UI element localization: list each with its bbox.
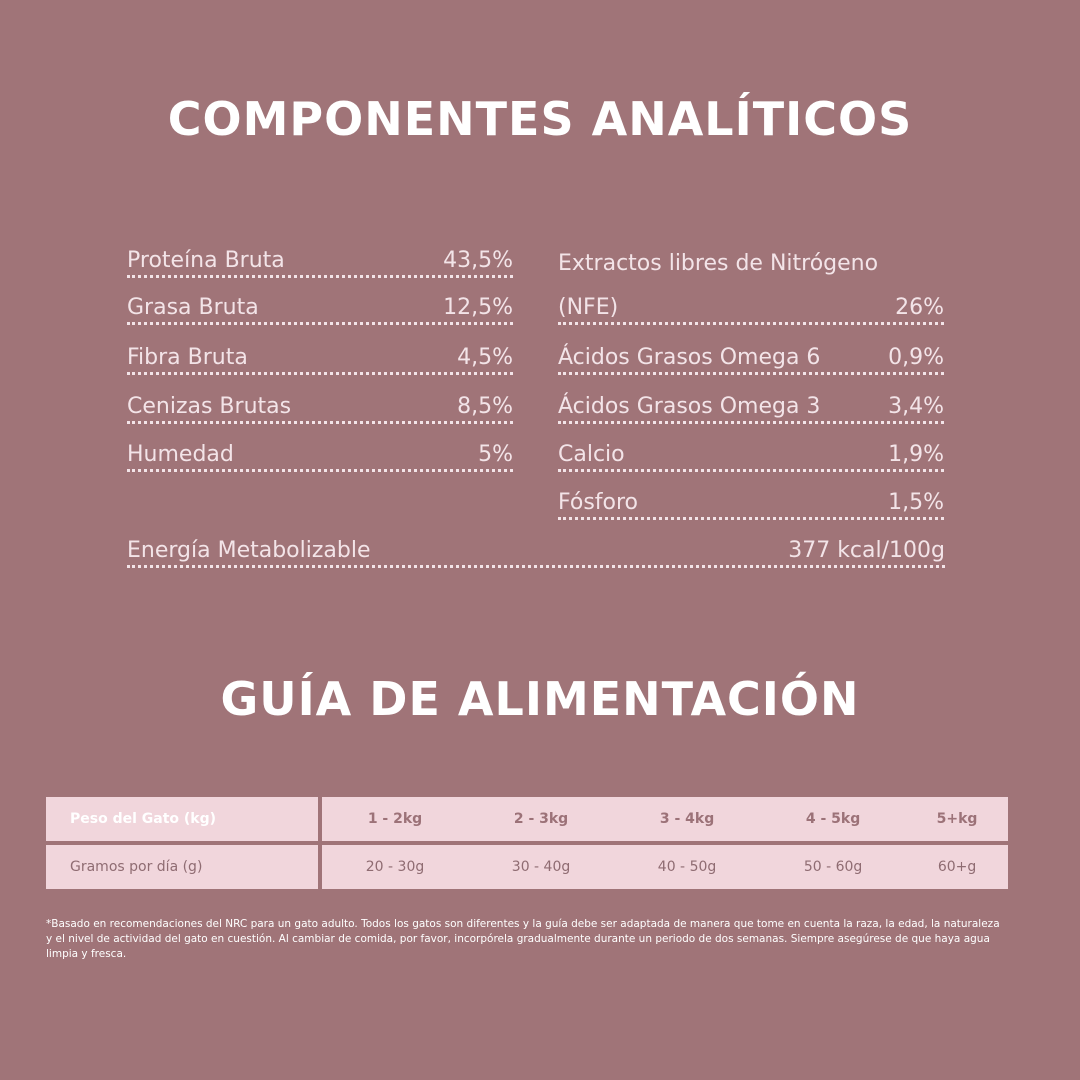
nutrient-label: (NFE) bbox=[558, 295, 619, 320]
nutrient-row bbox=[127, 345, 513, 375]
footnote: *Basado en recomendaciones del NRC para un gato adulto. Todos los gatos son diferentes y la guía debe ser adaptada de manera que tome en cuenta la raza, la edad, la naturaleza y el nivel de actividad del gato en cuestión. Al cambiar de comida, por favor, incorpórela gradualmente durante un periodo de dos semanas. Siempre asegúrese de que haya agua limpia y fresca. bbox=[46, 918, 1000, 960]
nutrient-label: Proteína Bruta bbox=[127, 248, 285, 273]
nutrient-value: 4,5% bbox=[457, 345, 513, 370]
nutrient-value: 0,9% bbox=[888, 345, 944, 370]
feeding-table bbox=[46, 793, 1008, 893]
nutrient-row bbox=[558, 394, 944, 424]
nutrient-row bbox=[127, 394, 513, 424]
nutrient-value: 8,5% bbox=[457, 394, 513, 419]
table-cell: 1 - 2kg bbox=[322, 797, 468, 841]
nutrient-row bbox=[558, 490, 944, 520]
nutrient-row bbox=[558, 442, 944, 472]
nutrient-label: Fósforo bbox=[558, 490, 639, 515]
nutrient-label: Cenizas Brutas bbox=[127, 394, 292, 419]
nutrient-label: Ácidos Grasos Omega 6 bbox=[558, 345, 821, 370]
analytic-components-title: COMPONENTES ANALÍTICOS bbox=[167, 92, 913, 146]
nutrient-value: 3,4% bbox=[888, 394, 944, 419]
table-cell: 50 - 60g bbox=[760, 845, 906, 889]
nutrient-label: Humedad bbox=[127, 442, 234, 467]
nutrient-value: 1,9% bbox=[888, 442, 944, 467]
nutrient-label: Calcio bbox=[558, 442, 625, 467]
nutrient-label: Fibra Bruta bbox=[127, 345, 248, 370]
energy-label: Energía Metabolizable bbox=[127, 538, 371, 563]
nutrient-value: 1,5% bbox=[888, 490, 944, 515]
nutrient-value: 43,5% bbox=[443, 248, 513, 273]
table-cell: 20 - 30g bbox=[322, 845, 468, 889]
energy-row bbox=[127, 538, 945, 568]
nutrient-label: Grasa Bruta bbox=[127, 295, 259, 320]
nutrient-row bbox=[127, 442, 513, 472]
table-cell: 3 - 4kg bbox=[614, 797, 760, 841]
nutrient-value: 26% bbox=[895, 295, 944, 320]
table-cell: 30 - 40g bbox=[468, 845, 614, 889]
table-cell: 2 - 3kg bbox=[468, 797, 614, 841]
nutrient-row bbox=[558, 295, 944, 325]
table-cell: 40 - 50g bbox=[614, 845, 760, 889]
nutrient-row bbox=[558, 345, 944, 375]
weight-header: Peso del Gato (kg) bbox=[46, 797, 322, 841]
table-row bbox=[46, 797, 1008, 841]
feeding-guide-title: GUÍA DE ALIMENTACIÓN bbox=[220, 672, 860, 726]
table-cell: 4 - 5kg bbox=[760, 797, 906, 841]
nutrient-label: Ácidos Grasos Omega 3 bbox=[558, 394, 821, 419]
grams-header: Gramos por día (g) bbox=[46, 845, 322, 889]
nutrient-value: 5% bbox=[478, 442, 513, 467]
nutrient-label: Extractos libres de Nitrógeno bbox=[558, 251, 879, 276]
nutrient-row bbox=[127, 248, 513, 278]
table-row bbox=[46, 845, 1008, 889]
energy-value: 377 kcal/100g bbox=[788, 538, 945, 563]
table-cell: 5+kg bbox=[906, 797, 1008, 841]
nutrient-value: 12,5% bbox=[443, 295, 513, 320]
table-cell: 60+g bbox=[906, 845, 1008, 889]
nutrient-row bbox=[558, 248, 944, 278]
nutrient-row bbox=[127, 295, 513, 325]
